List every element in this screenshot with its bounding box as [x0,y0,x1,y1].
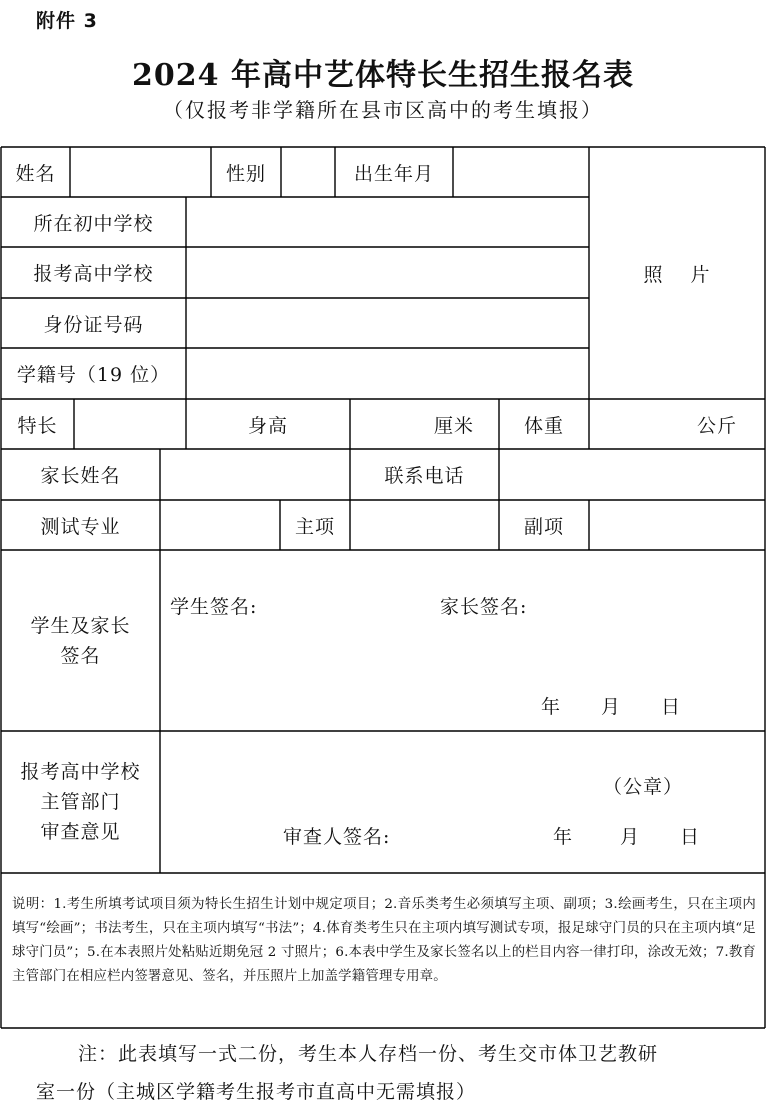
signature-section-label [1,550,160,731]
id-number-field[interactable] [186,298,589,348]
parent-name-field[interactable] [160,449,350,500]
attachment-label: 附件 3 [36,10,98,32]
gender-field[interactable] [281,147,335,197]
name-label: 姓名 [15,162,56,185]
test-major-field[interactable] [160,500,280,550]
id-number-label: 身份证号码 [43,313,144,336]
review-date: 年 月 日 [553,825,701,848]
review-label-line1: 报考高中学校 [20,761,141,783]
footer-note-line1: 注：此表填写一式二份，考生本人存档一份、考生交市体卫艺教研 [78,1043,659,1065]
parent-name-label: 家长姓名 [40,465,121,487]
photo-area[interactable]: 照 片 [643,263,711,286]
student-number-field[interactable] [186,348,589,399]
specialty-field[interactable] [74,399,186,449]
student-number-label: 学籍号（19 位） [16,364,171,386]
review-label-line3: 审查意见 [40,821,121,843]
signature-date: 年 月 日 [541,695,682,718]
main-item-field[interactable] [350,500,499,550]
height-unit: 厘米 [433,414,474,437]
weight-label: 体重 [523,414,564,437]
senior-school-label: 报考高中学校 [33,263,154,285]
form-subtitle: （仅报考非学籍所在县市区高中的考生填报） [163,98,603,122]
official-seal-label: （公章） [603,775,684,798]
birth-label: 出生年月 [353,162,434,185]
test-major-label: 测试专业 [40,515,121,538]
junior-school-label: 所在初中学校 [33,212,154,235]
weight-unit: 公斤 [696,414,737,437]
name-field[interactable] [70,147,211,197]
specialty-label: 特长 [17,414,58,437]
gender-label: 性别 [225,162,266,185]
minor-item-field[interactable] [589,500,765,550]
phone-field[interactable] [499,449,765,500]
footer-note-line2: 室一份（主城区学籍考生报考市直高中无需填报） [36,1081,477,1103]
review-label-line2: 主管部门 [40,791,121,813]
phone-label: 联系电话 [384,465,465,487]
form-title: 2024 年高中艺体特长生招生报名表 [132,58,634,93]
signature-label-line2: 签名 [60,644,101,667]
junior-school-field[interactable] [186,197,589,247]
minor-item-label: 副项 [523,515,564,538]
senior-school-field[interactable] [186,247,589,298]
review-section-label [1,731,160,873]
form-notes: 说明：1.考生所填考试项目须为特长生招生计划中规定项目；2.音乐类考生必须填写主项、副项；3.绘画考生，只在主项内填写“绘画”；书法考生，只在主项内填写“书法”；4.体育类考生只在主项内填写测试专项，报足球守门员的只在主项内填“足球守门员”；5.在本表照片处粘贴近期免冠 2 寸照片；6.本表中学生及家长签名以上的栏目内容一律打印，涂改无效；7.教育主管部门在相应栏内签署意见、签名，并压照片上加盖学籍管理专用章。 [12,897,756,984]
height-label: 身高 [247,414,288,437]
reviewer-signature-label[interactable]: 审查人签名: [283,825,391,848]
signature-label-line1: 学生及家长 [30,614,131,637]
birth-field[interactable] [453,147,589,197]
main-item-label: 主项 [294,515,335,538]
student-signature-label[interactable]: 学生签名: [170,595,258,618]
parent-signature-label[interactable]: 家长签名: [440,595,528,618]
